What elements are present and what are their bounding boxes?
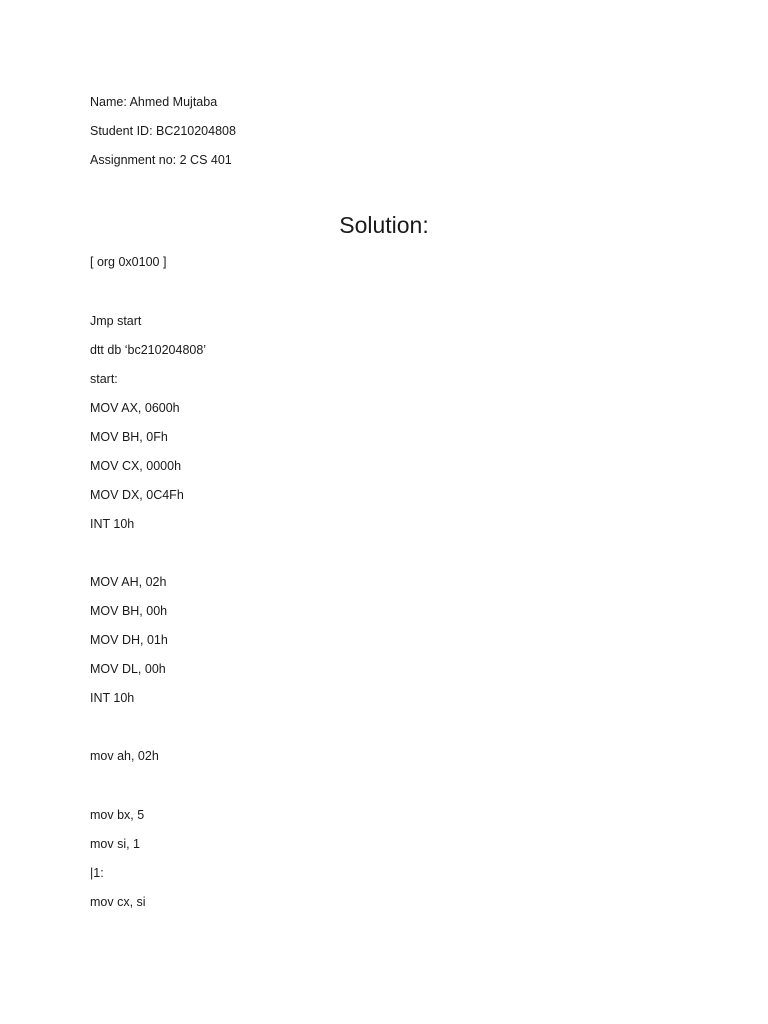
code-line: Jmp start [90,314,142,328]
code-line: [ org 0x0100 ] [90,255,167,269]
code-line: MOV BH, 00h [90,604,168,618]
student-name: Name: Ahmed Mujtaba [90,95,218,109]
solution-heading: Solution: [339,212,429,238]
code-line: mov ah, 02h [90,749,159,763]
code-line: MOV DL, 00h [90,662,166,676]
code-line: INT 10h [90,517,135,531]
code-line: MOV BH, 0Fh [90,430,168,444]
student-id: Student ID: BC210204808 [90,124,236,138]
code-line: dtt db ‘bc210204808’ [90,343,207,357]
code-line: start: [90,372,118,386]
assignment-number: Assignment no: 2 CS 401 [90,153,232,167]
code-line: INT 10h [90,691,135,705]
code-line: mov cx, si [90,895,146,909]
code-line: MOV DH, 01h [90,633,168,647]
code-line: MOV AH, 02h [90,575,167,589]
code-line: mov si, 1 [90,837,141,851]
code-line: mov bx, 5 [90,808,145,822]
code-line: MOV AX, 0600h [90,401,180,415]
code-line: MOV CX, 0000h [90,459,182,473]
code-line: MOV DX, 0C4Fh [90,488,184,502]
code-line: |1: [90,866,104,880]
